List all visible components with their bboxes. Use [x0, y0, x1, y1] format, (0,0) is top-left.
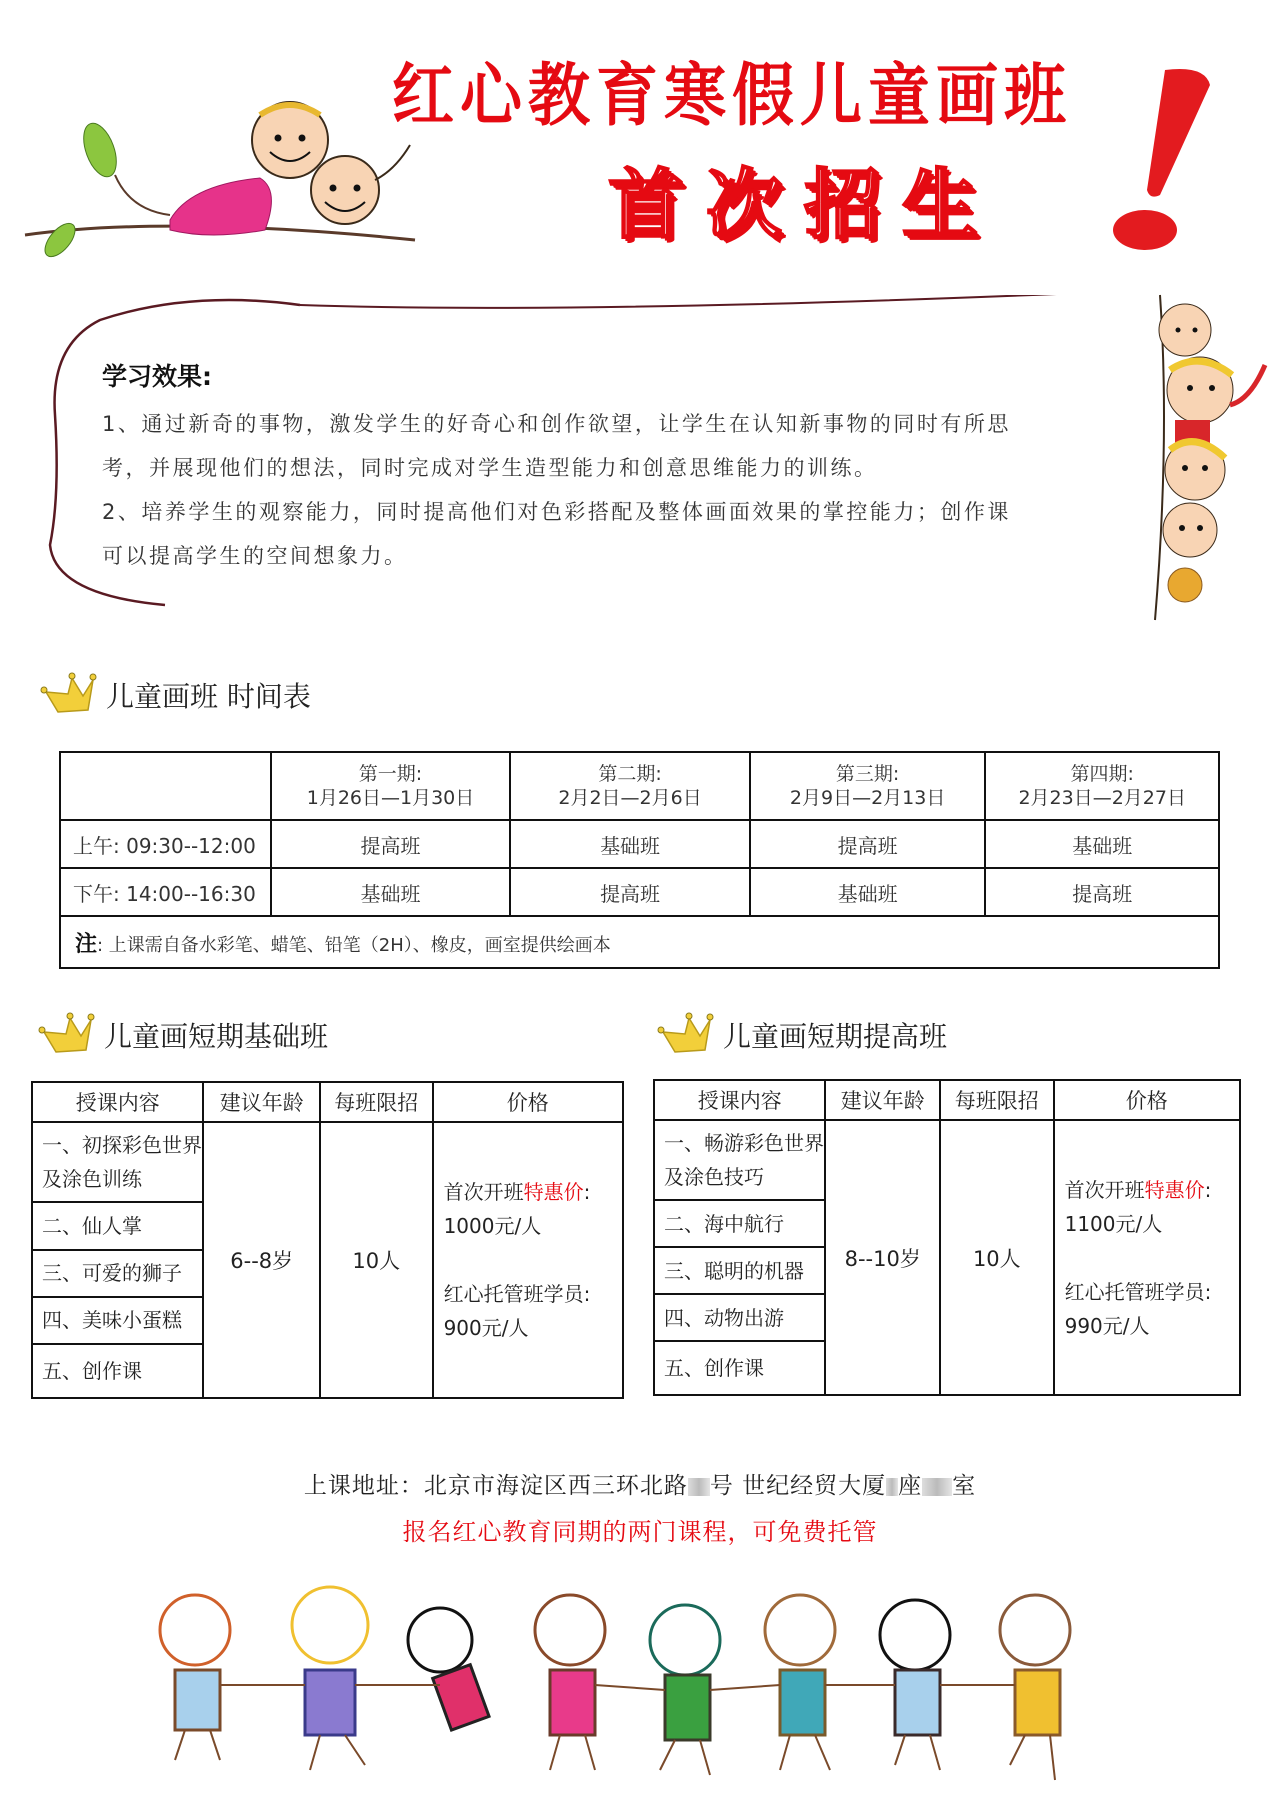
header-age: 建议年龄 [203, 1082, 320, 1122]
header-price: 价格 [433, 1082, 623, 1122]
note-label: 注 [75, 931, 98, 957]
class-cell: 提高班 [750, 820, 986, 868]
course-item: 五、创作课 [32, 1344, 203, 1398]
peeking-kids-illustration [1150, 290, 1280, 630]
schedule-header-row [60, 752, 1219, 820]
dancing-kids-illustration [140, 1575, 1150, 1795]
schedule-note [60, 916, 1219, 968]
period-2-header: 第二期: 2月2日—2月6日 [510, 752, 750, 820]
note-text: : 上课需自备水彩笔、蜡笔、铅笔（2H）、橡皮，画室提供绘画本 [97, 934, 611, 956]
basic-price: 首次开班特惠价: 1000元/人 红心托管班学员: 900元/人 [433, 1122, 623, 1398]
basic-class-table [31, 1081, 624, 1399]
learning-line-3: 2、培养学生的观察能力，同时提高他们对色彩搭配及整体画面效果的掌控能力；创作课 [102, 500, 1011, 524]
advanced-class-heading-text: 儿童画短期提高班 [723, 1020, 948, 1053]
basic-member-label: 红心托管班学员: [443, 1282, 591, 1307]
crown-icon [38, 672, 98, 718]
basic-class-heading-text: 儿童画短期基础班 [104, 1020, 329, 1053]
advanced-first-price: 1100元/人 [1064, 1211, 1163, 1236]
advanced-member-label: 红心托管班学员: [1064, 1279, 1212, 1304]
class-cell: 基础班 [750, 868, 986, 916]
basic-first-price: 1000元/人 [443, 1214, 542, 1239]
basic-age: 6--8岁 [203, 1122, 320, 1398]
class-cell: 基础班 [985, 820, 1219, 868]
basic-class-heading [36, 1012, 328, 1058]
redacted-number [688, 1478, 710, 1496]
special-price-label: 特惠价 [1144, 1177, 1205, 1202]
schedule-heading [38, 672, 311, 718]
class-cell: 提高班 [271, 820, 511, 868]
special-price-label: 特惠价 [523, 1180, 584, 1205]
basic-limit: 10人 [320, 1122, 433, 1398]
class-address: 上课地址：北京市海淀区西三环北路 号 世纪经贸大厦 座 室 [303, 1473, 977, 1499]
course-item: 五、创作课 [654, 1341, 825, 1395]
schedule-table [59, 751, 1220, 969]
period-3-header: 第三期: 2月9日—2月13日 [750, 752, 986, 820]
advanced-member-price: 990元/人 [1064, 1313, 1150, 1338]
advanced-class-heading [655, 1012, 947, 1058]
class-cell: 提高班 [510, 868, 750, 916]
morning-row [60, 820, 1219, 868]
advanced-age: 8--10岁 [825, 1120, 940, 1395]
afternoon-time-label: 下午: 14:00--16:30 [60, 868, 271, 916]
crown-icon [655, 1012, 715, 1058]
redacted-room [922, 1478, 952, 1496]
advanced-header-row [654, 1080, 1240, 1120]
exclamation-icon [1105, 65, 1215, 255]
advanced-class-table [653, 1079, 1241, 1396]
poster-subtitle: 首次招生 [608, 160, 1000, 249]
period-4-header: 第四期: 2月23日—2月27日 [985, 752, 1219, 820]
promo-text: 报名红心教育同期的两门课程，可免费托管 [402, 1518, 878, 1546]
course-item: 一、初探彩色世界及涂色训练 [32, 1122, 203, 1202]
course-item: 三、聪明的机器 [654, 1247, 825, 1294]
learning-line-1: 1、通过新奇的事物，激发学生的好奇心和创作欲望，让学生在认知新事物的同时有所思 [102, 412, 1011, 436]
schedule-heading-text: 儿童画班 时间表 [106, 680, 311, 713]
schedule-note-row [60, 916, 1219, 968]
advanced-price: 首次开班特惠价: 1100元/人 红心托管班学员: 990元/人 [1054, 1120, 1240, 1395]
basic-header-row [32, 1082, 623, 1122]
header-price: 价格 [1054, 1080, 1240, 1120]
redacted-block [886, 1478, 898, 1496]
learning-line-2: 考，并展现他们的想法，同时完成对学生造型能力和创意思维能力的训练。 [102, 456, 878, 480]
course-item: 四、动物出游 [654, 1294, 825, 1341]
morning-time-label: 上午: 09:30--12:00 [60, 820, 271, 868]
header-limit: 每班限招 [320, 1082, 433, 1122]
course-item: 三、可爱的狮子 [32, 1250, 203, 1297]
course-item: 二、仙人掌 [32, 1202, 203, 1249]
learning-effects-title: 学习效果: [102, 362, 212, 391]
crown-icon [36, 1012, 96, 1058]
header-content: 授课内容 [654, 1080, 825, 1120]
class-cell: 基础班 [271, 868, 511, 916]
basic-member-price: 900元/人 [443, 1316, 529, 1341]
learning-line-4: 可以提高学生的空间想象力。 [102, 544, 408, 568]
kids-lying-illustration [20, 90, 420, 260]
poster-title: 红心教育寒假儿童画班 [392, 55, 1073, 136]
course-item: 四、美味小蛋糕 [32, 1297, 203, 1344]
class-cell: 提高班 [985, 868, 1219, 916]
schedule-corner-cell [60, 752, 271, 820]
course-item: 二、海中航行 [654, 1200, 825, 1247]
header-limit: 每班限招 [940, 1080, 1054, 1120]
period-1-header: 第一期: 1月26日—1月30日 [271, 752, 511, 820]
header-content: 授课内容 [32, 1082, 203, 1122]
afternoon-row [60, 868, 1219, 916]
advanced-limit: 10人 [940, 1120, 1054, 1395]
course-item: 一、畅游彩色世界及涂色技巧 [654, 1120, 825, 1200]
class-cell: 基础班 [510, 820, 750, 868]
header-age: 建议年龄 [825, 1080, 940, 1120]
